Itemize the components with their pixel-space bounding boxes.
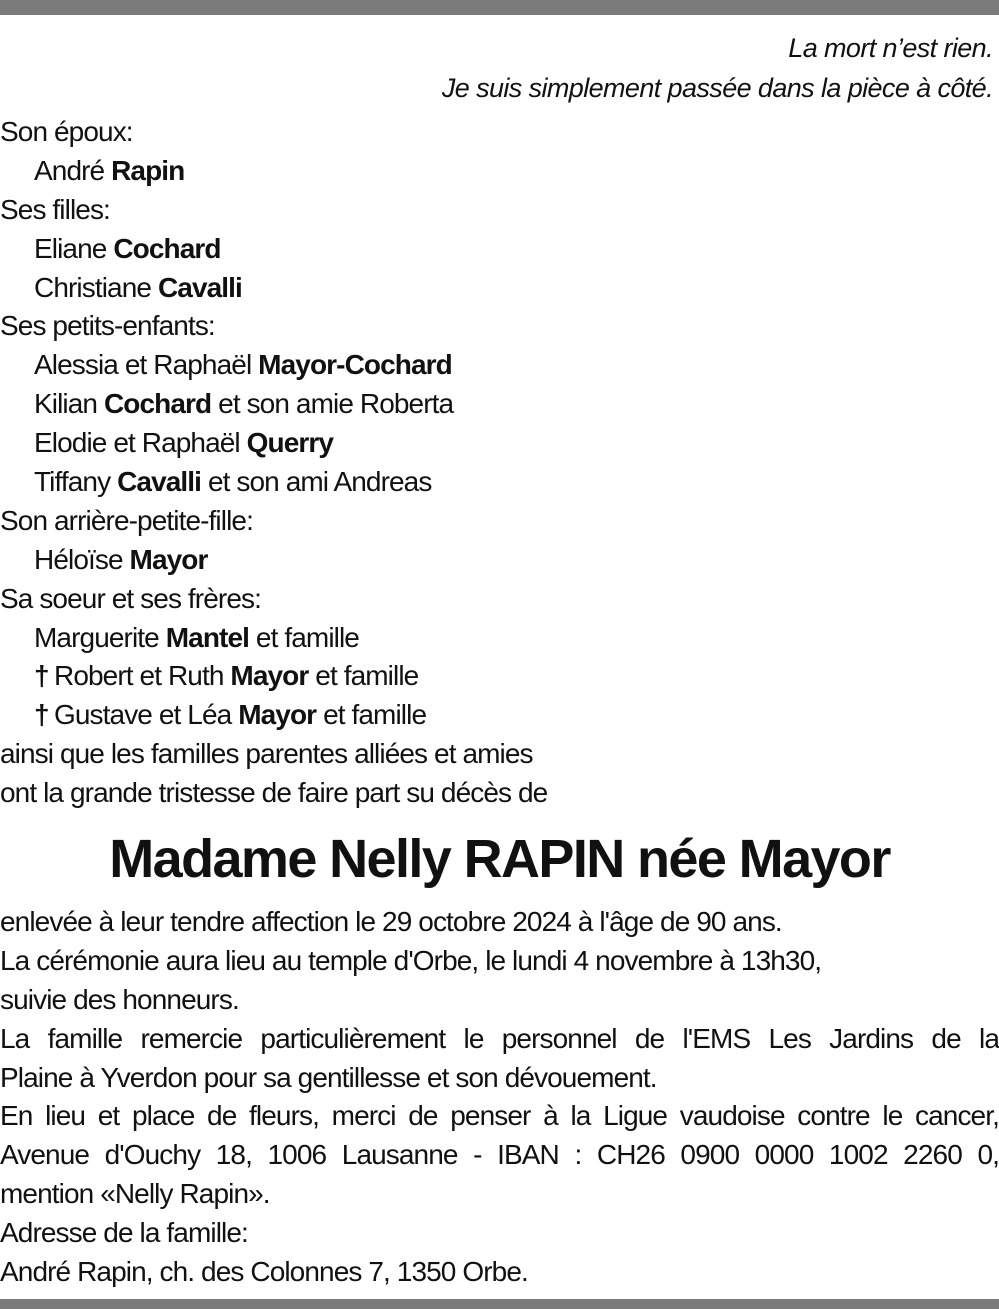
quote-line-1: La mort n’est rien. (788, 33, 993, 63)
detail-line: La famille remercie particulièrement le personnel de l'EMS Les Jardins de la (0, 1022, 999, 1054)
first-names: Kilian (34, 388, 98, 420)
great-grandchild-entry (0, 541, 547, 580)
family-list (0, 113, 547, 813)
siblings-label: Sa soeur et ses frères: (0, 582, 261, 614)
bottom-border (0, 1299, 999, 1309)
surname: Cavalli (157, 271, 242, 303)
suffix: et famille (315, 660, 419, 692)
first-names: Héloïse (34, 543, 123, 575)
surname: Cavalli (117, 466, 202, 498)
first-names: Robert et Ruth (54, 660, 224, 692)
first-names: Alessia et Raphaël (34, 349, 252, 381)
daughter-entry (0, 230, 547, 269)
grandchild-entry (0, 463, 547, 502)
grandchildren-label: Ses petits-enfants: (0, 310, 215, 342)
surname: Mantel (165, 621, 250, 653)
grandchild-entry (0, 346, 547, 385)
great-grandchild-label: Son arrière-petite-fille: (0, 504, 253, 536)
deceased-cross-icon: † (34, 699, 49, 731)
first-names: Gustave et Léa (54, 699, 232, 731)
sibling-entry (0, 619, 547, 658)
first-names: Marguerite (34, 621, 159, 653)
closing-line: ainsi que les familles parentes alliées et amies (0, 738, 533, 770)
surname: Mayor-Cochard (258, 349, 452, 381)
first-names: Christiane (34, 271, 152, 303)
sibling-entry (0, 696, 547, 735)
sibling-entry (0, 657, 547, 696)
detail-line: suivie des honneurs. (0, 983, 239, 1015)
grandchild-entry (0, 424, 547, 463)
detail-line: En lieu et place de fleurs, merci de penser à la Ligue vaudoise contre le cancer, (0, 1100, 999, 1132)
daughter-entry (0, 269, 547, 308)
daughters-label: Ses filles: (0, 193, 110, 225)
epigraph-quote (442, 28, 993, 108)
surname: Querry (246, 427, 334, 459)
surname: Rapin (111, 154, 185, 186)
deceased-name: Madame Nelly RAPIN née Mayor (109, 829, 890, 889)
top-border (0, 0, 999, 15)
spouse-entry (0, 152, 547, 191)
deceased-cross-icon: † (34, 660, 49, 692)
first-names: Eliane (34, 232, 107, 264)
detail-line: La cérémonie aura lieu au temple d'Orbe, le lundi 4 novembre à 13h30, (0, 944, 822, 976)
announcement-details (0, 903, 999, 1292)
detail-line: Avenue d'Ouchy 18, 1006 Lausanne - IBAN : CH26 0900 0000 1002 2260 0, (0, 1139, 999, 1171)
suffix: et son amie Roberta (218, 388, 454, 420)
spouse-label: Son époux: (0, 116, 133, 147)
quote-line-2: Je suis simplement passée dans la pièce à côté. (441, 73, 993, 103)
family-address: André Rapin, ch. des Colonnes 7, 1350 Orbe. (0, 1256, 528, 1288)
closing-line: ont la grande tristesse de faire part su décès de (0, 777, 548, 809)
surname: Cochard (113, 232, 221, 264)
detail-line: mention «Nelly Rapin». (0, 1178, 270, 1210)
suffix: et famille (255, 621, 359, 653)
first-names: Tiffany (34, 466, 111, 498)
detail-line: Adresse de la famille: (0, 1217, 248, 1249)
surname: Cochard (103, 388, 212, 420)
surname: Mayor (238, 699, 317, 731)
suffix: et famille (323, 699, 427, 731)
surname: Mayor (230, 660, 309, 692)
grandchild-entry (0, 385, 547, 424)
suffix: et son ami Andreas (207, 466, 432, 498)
first-names: André (34, 154, 105, 186)
first-names: Elodie et Raphaël (34, 427, 240, 459)
surname: Mayor (129, 543, 208, 575)
detail-line: enlevée à leur tendre affection le 29 octobre 2024 à l'âge de 90 ans. (0, 906, 782, 937)
detail-line: Plaine à Yverdon pour sa gentillesse et son dévouement. (0, 1061, 657, 1093)
